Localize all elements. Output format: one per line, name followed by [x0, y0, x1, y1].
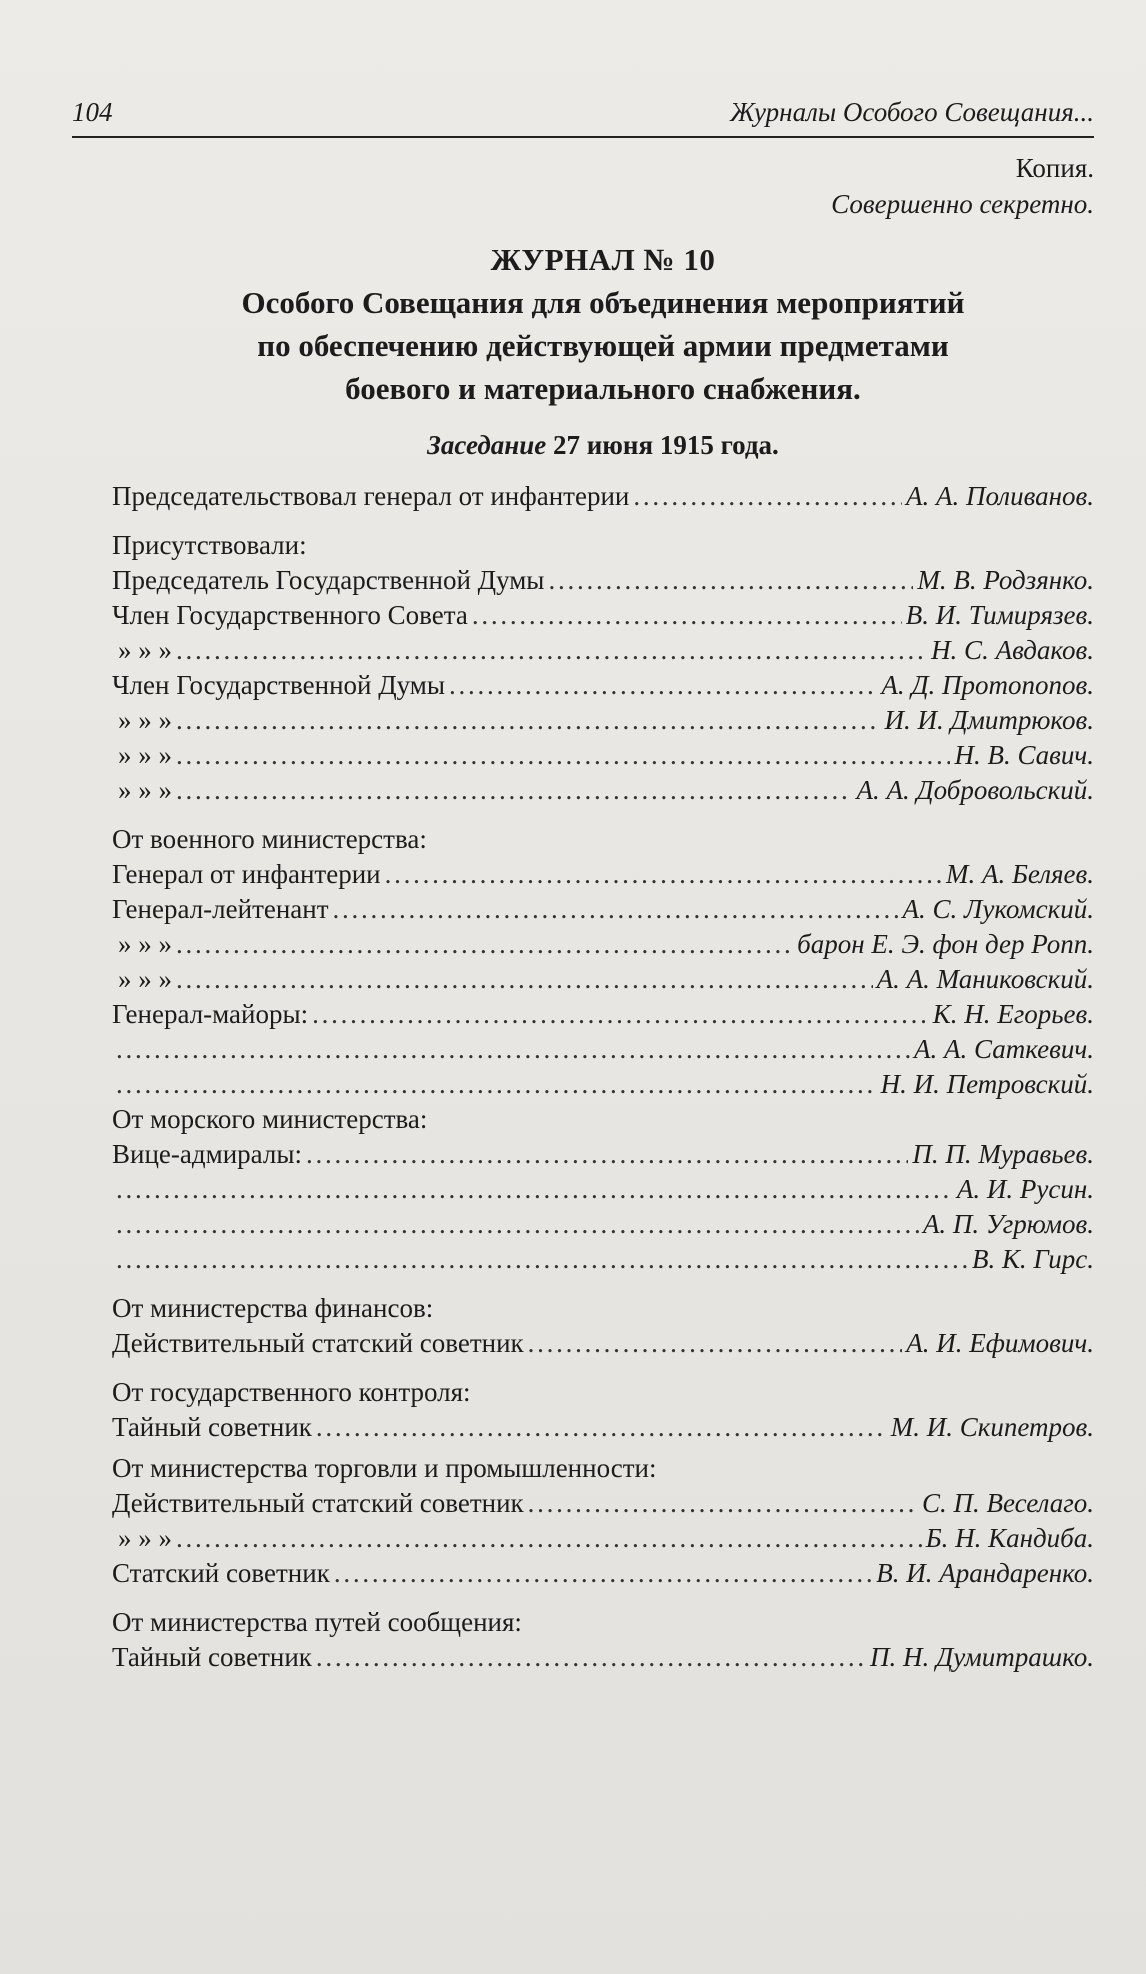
attendee-row	[112, 1556, 1094, 1591]
attendee-title: Тайный советник	[112, 1642, 312, 1672]
attendee-name: А. А. Добровольский.	[856, 775, 1094, 805]
attendee-title: » » »	[118, 775, 172, 805]
attendee-row	[112, 962, 1094, 997]
naval-list	[112, 1137, 1094, 1277]
running-header	[72, 88, 1094, 138]
attendee-name: Б. Н. Кандиба.	[925, 1523, 1094, 1553]
session-label: Заседание	[427, 430, 547, 460]
control-section: От государственного контроля:	[112, 1377, 471, 1407]
session-date: 27 июня 1915 года.	[552, 430, 779, 460]
attendee-name: П. Н. Думитрашко.	[870, 1642, 1094, 1672]
attendee-name: И. И. Дмитрюков.	[884, 705, 1094, 735]
members-list	[112, 563, 1094, 808]
attendee-row	[112, 633, 1094, 668]
attendee-name: Н. И. Петровский.	[880, 1069, 1094, 1099]
attendee-name: М. И. Скипетров.	[890, 1412, 1094, 1442]
finance-section: От министерства финансов:	[112, 1293, 434, 1323]
attendee-row	[112, 997, 1094, 1032]
attendee-row	[112, 563, 1094, 598]
attendee-name: Н. С. Авдаков.	[931, 635, 1094, 665]
attendee-row	[112, 668, 1094, 703]
attendee-name: А. И. Ефимович.	[906, 1328, 1094, 1358]
title-line-2: по обеспечению действующей армии предметами	[257, 328, 949, 363]
attendee-name: П. П. Муравьев.	[912, 1139, 1094, 1169]
attendee-row	[112, 703, 1094, 738]
attendee-row	[112, 773, 1094, 808]
title-line-3: боевого и материального снабжения.	[345, 371, 861, 406]
attendee-row	[112, 857, 1094, 892]
session-line	[112, 430, 1094, 461]
control-list	[112, 1410, 1094, 1445]
attendee-name: М. В. Родзянко.	[917, 565, 1094, 595]
document-title	[112, 238, 1094, 410]
attendee-row	[112, 1207, 1094, 1242]
attendee-row	[112, 1137, 1094, 1172]
copy-mark: Копия.	[1015, 153, 1094, 183]
attendee-title: Генерал от инфантерии	[112, 859, 381, 889]
attendee-row	[112, 1410, 1094, 1445]
trade-section: От министерства торговли и промышленности:	[112, 1453, 657, 1483]
attendee-name: В. И. Тимирязев.	[905, 600, 1094, 630]
attendee-title: Тайный советник	[112, 1412, 312, 1442]
attendee-title: Член Государственного Совета	[112, 600, 468, 630]
attendee-name: А. А. Маниковский.	[876, 964, 1094, 994]
attendee-title: » » »	[118, 929, 172, 959]
attendee-row	[112, 598, 1094, 633]
military-section: От военного министерства:	[112, 824, 427, 854]
attendee-name: К. Н. Егорьев.	[932, 999, 1094, 1029]
classification-mark: Совершенно секретно.	[831, 189, 1094, 219]
attendee-name: В. К. Гирс.	[971, 1244, 1094, 1274]
naval-section: От морского министерства:	[112, 1104, 428, 1134]
attendee-name: А. П. Угрюмов.	[922, 1209, 1094, 1239]
attendee-title: Действительный статский советник	[112, 1328, 524, 1358]
attendee-name: М. А. Беляев.	[946, 859, 1094, 889]
attendee-title: Председатель Государственной Думы	[112, 565, 545, 595]
attendee-title: Действительный статский советник	[112, 1488, 524, 1518]
attendee-row	[112, 1172, 1094, 1207]
attendee-title: Статский советник	[112, 1558, 330, 1588]
finance-list	[112, 1326, 1094, 1361]
attendee-row	[112, 892, 1094, 927]
attendee-name: В. И. Арандаренко.	[876, 1558, 1094, 1588]
attendee-name: барон Е. Э. фон дер Ропп.	[797, 929, 1094, 959]
attendee-title: Генерал-майоры:	[112, 999, 309, 1029]
attendee-row	[112, 1486, 1094, 1521]
attendee-title: » » »	[118, 635, 172, 665]
attendee-title: Член Государственной Думы	[112, 670, 446, 700]
attendee-title: » » »	[118, 740, 172, 770]
chair-row: Председательствовал генерал от инфантерии . . . А. А. Поливанов.	[112, 479, 1094, 514]
attendee-name: А. И. Русин.	[956, 1174, 1094, 1204]
attendee-row	[112, 738, 1094, 773]
attendee-row	[112, 1521, 1094, 1556]
attendee-title: Генерал-лейтенант	[112, 894, 329, 924]
military-list	[112, 857, 1094, 1102]
attendee-title: Вице-адмиралы:	[112, 1139, 302, 1169]
railways-section: От министерства путей сообщения:	[112, 1607, 522, 1637]
attendee-name: А. Д. Протопопов.	[881, 670, 1094, 700]
attendee-name: С. П. Веселаго.	[922, 1488, 1094, 1518]
page-number: 104	[72, 97, 113, 127]
railways-list	[112, 1640, 1094, 1675]
attendee-name: А. С. Лукомский.	[902, 894, 1094, 924]
journal-number: ЖУРНАЛ № 10	[490, 242, 716, 277]
attendee-row	[112, 1326, 1094, 1361]
attendee-title: » » »	[118, 964, 172, 994]
attendee-row	[112, 1640, 1094, 1675]
attendee-row	[112, 1242, 1094, 1277]
attendee-row	[112, 1032, 1094, 1067]
attendee-title: » » »	[118, 1523, 172, 1553]
document-body	[112, 150, 1094, 1675]
attendee-name: А. А. Саткевич.	[914, 1034, 1094, 1064]
attendee-row	[112, 927, 1094, 962]
attendee-name: Н. В. Савич.	[954, 740, 1094, 770]
trade-list	[112, 1486, 1094, 1591]
title-line-1: Особого Совещания для объединения мероприятий	[241, 285, 965, 320]
present-label: Присутствовали:	[112, 530, 307, 560]
attendee-title: » » »	[118, 705, 172, 735]
attendee-row	[112, 1067, 1094, 1102]
running-title: Журналы Особого Совещания...	[730, 97, 1094, 127]
